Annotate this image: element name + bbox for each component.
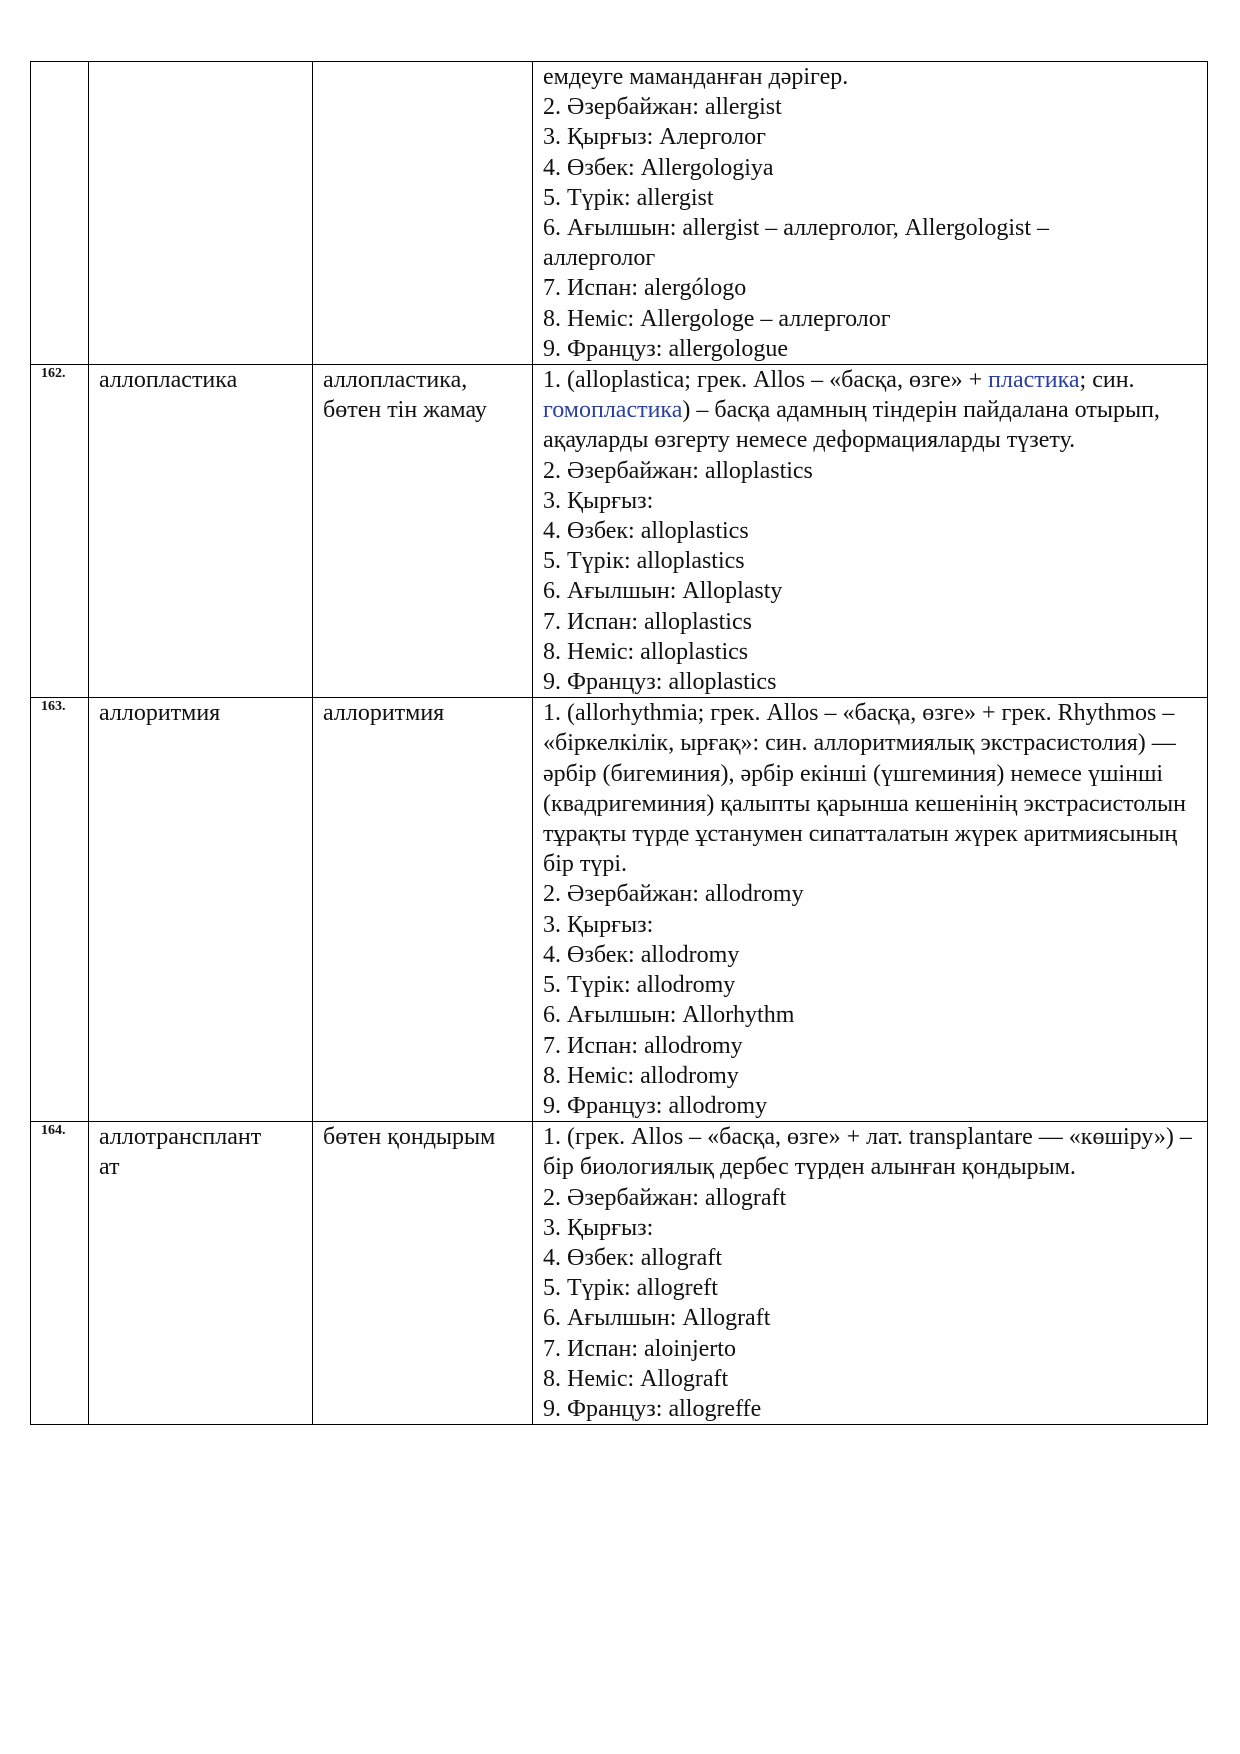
cross-reference-link[interactable]: гомопластика: [543, 397, 683, 424]
translation-line: 8. Неміс: Allergologe – аллерголог: [543, 305, 891, 332]
translation-line: 6. Ағылшын: Alloplasty: [543, 578, 783, 605]
kazakh-equivalent-cell: [313, 365, 533, 698]
entry-number-cell: [31, 1122, 89, 1425]
translation-line: 2. Әзербайжан: allograft: [543, 1184, 787, 1211]
entry-number: 163.: [41, 699, 66, 715]
term-cell: [89, 365, 313, 698]
translation-line: аллерголог: [543, 245, 656, 272]
translation-line: 4. Өзбек: allograft: [543, 1244, 722, 1271]
definition-segment: ) – басқа адамның тіндерін пайдалана отырып, ақауларды өзгерту немесе деформацияларды түзету.: [543, 397, 1160, 454]
definition-cell: [533, 1122, 1208, 1425]
kazakh-equivalent-cell: [313, 1122, 533, 1425]
translation-line: 8. Неміс: Allograft: [543, 1365, 729, 1392]
definition-text: [543, 365, 1201, 456]
definition-text: [543, 698, 1201, 879]
translation-line: 3. Қырғыз:: [543, 911, 654, 938]
translation-line: 6. Ағылшын: allergist – аллерголог, Allergologist –: [543, 215, 1050, 242]
definition-segment: 1. (грек. Allos – «басқа, өзге» + лат. transplantare — «көшіру») – бір биологиялық дербес түрден алынған қондырым.: [543, 1124, 1192, 1181]
term-table-body: [31, 62, 1208, 1425]
translation-line: 9. Француз: allodromy: [543, 1092, 768, 1119]
translation-line: 7. Испан: alergólogo: [543, 275, 747, 302]
term-cell: [89, 698, 313, 1122]
translation-line: 8. Неміс: alloplastics: [543, 638, 749, 665]
definition-segment: емдеуге маманданған дәрігер.: [543, 64, 849, 90]
term-table: [30, 61, 1208, 1425]
table-row: [31, 365, 1208, 698]
term-cell: [89, 62, 313, 365]
term-text: аллотрансплант ат: [99, 1124, 262, 1181]
translation-line: 8. Неміс: allodromy: [543, 1062, 739, 1089]
term-cell: [89, 1122, 313, 1425]
definition-text: [543, 1122, 1201, 1182]
translation-line: 2. Әзербайжан: allodromy: [543, 881, 804, 908]
kazakh-equivalent-cell: [313, 698, 533, 1122]
definition-segment: ; син.: [1079, 367, 1135, 394]
kazakh-equivalent-cell: [313, 62, 533, 365]
translation-line: 9. Француз: allogreffe: [543, 1395, 762, 1422]
term-text: аллопластика: [99, 367, 238, 394]
translation-line: 2. Әзербайжан: allergist: [543, 94, 782, 121]
entry-number-cell: [31, 62, 89, 365]
table-row: [31, 1122, 1208, 1425]
translation-line: 5. Түрік: allergist: [543, 184, 714, 211]
definition-cell: [533, 365, 1208, 698]
translation-line: 5. Түрік: allogreft: [543, 1275, 718, 1302]
entry-number: 164.: [41, 1123, 66, 1139]
translation-line: 9. Француз: allergologue: [543, 335, 788, 362]
entry-number-cell: [31, 365, 89, 698]
translation-line: 5. Түрік: alloplastics: [543, 548, 745, 575]
kazakh-equivalent-text: аллопластика, бөтен тін жамау: [323, 367, 487, 424]
term-text: аллоритмия: [99, 700, 221, 727]
translation-line: 7. Испан: allodromy: [543, 1032, 743, 1059]
translation-line: 3. Қырғыз:: [543, 487, 654, 514]
entry-number: 162.: [41, 366, 66, 382]
translation-line: 4. Өзбек: allodromy: [543, 941, 740, 968]
translation-line: 7. Испан: alloplastics: [543, 608, 752, 635]
translation-line: 9. Француз: alloplastics: [543, 669, 777, 696]
kazakh-equivalent-text: бөтен қондырым: [323, 1124, 496, 1151]
definition-segment: 1. (allorhythmia; грек. Allos – «басқа, өзге» + грек. Rhythmos – «біркелкілік, ырғақ»: син. аллоритмиялық экстрасистолия) — әрбір (бигеминия), әрбір екінші (үшгеминия) немесе үшінші (квадригеминия) қалыпты қарынша кешенінің экстрасистолын тұрақты түрде ұстанумен сипатталатын жүрек аритмиясының бір түрі.: [543, 700, 1186, 878]
translation-line: 7. Испан: aloinjerto: [543, 1335, 736, 1362]
definition-segment: 1. (alloplastica; грек. Allos – «басқа, өзге» +: [543, 367, 989, 394]
entry-number: [41, 62, 88, 63]
translation-line: 5. Түрік: allodromy: [543, 972, 736, 999]
definition-text: [543, 62, 1201, 92]
translation-line: 6. Ағылшын: Allograft: [543, 1305, 771, 1332]
translation-line: 3. Қырғыз:: [543, 1214, 654, 1241]
translation-line: 4. Өзбек: Allergologiya: [543, 154, 774, 181]
translation-line: 3. Қырғыз: Алерголог: [543, 124, 766, 151]
translation-line: 2. Әзербайжан: alloplastics: [543, 457, 813, 484]
translation-line: 6. Ағылшын: Allorhythm: [543, 1002, 795, 1029]
definition-cell: [533, 698, 1208, 1122]
entry-number-cell: [31, 698, 89, 1122]
kazakh-equivalent-text: аллоритмия: [323, 700, 445, 727]
translation-line: 4. Өзбек: alloplastics: [543, 518, 749, 545]
table-row: [31, 698, 1208, 1122]
definition-cell: [533, 62, 1208, 365]
cross-reference-link[interactable]: пластика: [988, 367, 1080, 394]
table-row: [31, 62, 1208, 365]
